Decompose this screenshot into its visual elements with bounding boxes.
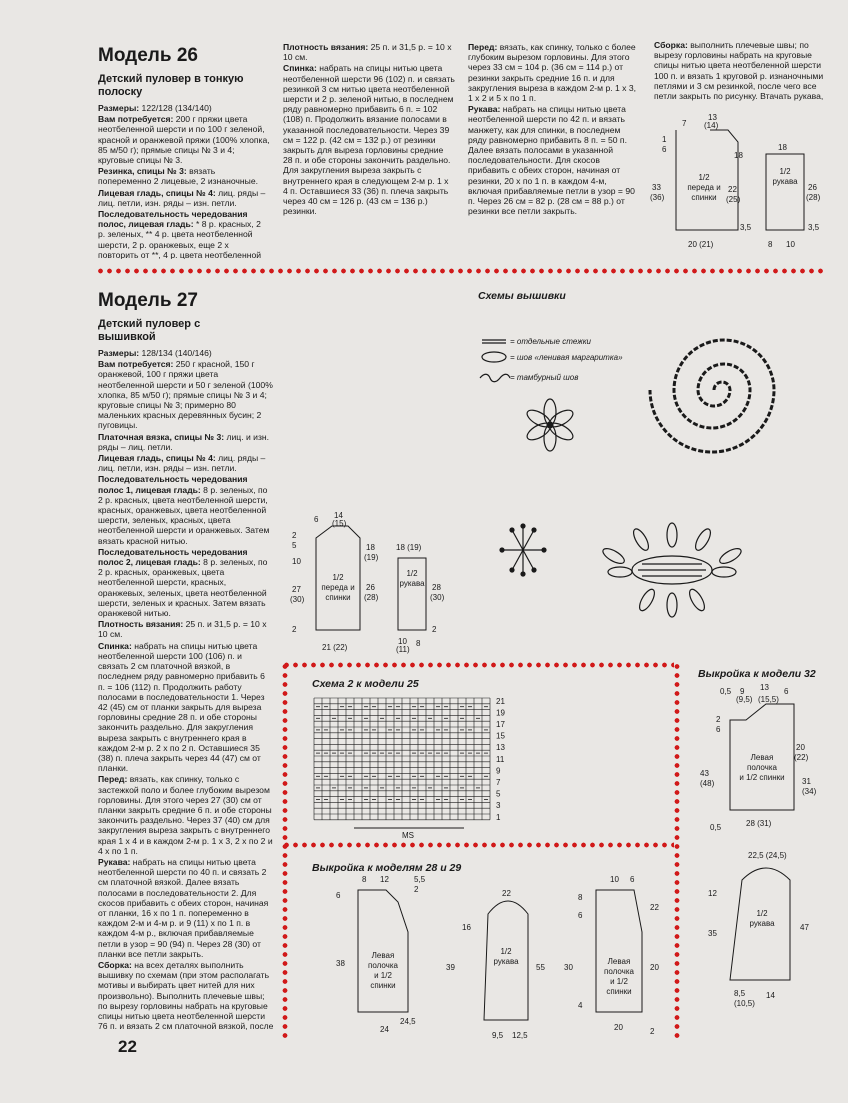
dimension-label: 13 <box>760 683 769 692</box>
dim-sleeve-8: 8 <box>416 639 421 648</box>
separator-dots-2 <box>282 662 674 668</box>
model26-density: Плотность вязания: 25 п. и 31,5 р. = 10 х 10 см. <box>283 42 452 63</box>
row-number: 17 <box>496 720 505 729</box>
dimension-label: 16 <box>462 923 471 932</box>
left-front-2-label: спинки <box>606 987 632 996</box>
sleeve-label: 1/2 <box>500 947 512 956</box>
model27-materials: Вам потребуется: 250 г красной, 150 г оранжевой, 100 г пряжи цвета неотбеленной шерсти и 50 г зеленой (100% хлопка, 85 м/50 г); прямые спицы № 3 и 4; круговые спицы № 3; примерно 80 маленьких красных деревянных бусин; 2 пуговицы. <box>98 359 273 431</box>
dim-sleeve-10: 10 <box>398 637 407 646</box>
sleeve-label-2: рукава <box>772 177 798 186</box>
body-label-3: спинки <box>325 593 351 602</box>
model26-materials: Вам потребуется: 200 г пряжи цвета неотбеленной шерсти и по 100 г зеленой, красной и оранжевой пряжи (100% хлопка, 85 м/50 г); прямые спицы № 3 и 4; круговые спицы № 3. <box>98 114 270 166</box>
model26-sleeves: Рукава: набрать на спицы нитью цвета неотбеленной шерсти по 42 п. и вязать манжету, как для спинки, в последнем ряду равномерно прибавить 8 п. = 50 п. Далее вязать полосами в указанной последовательности. Для скосов прибавить с обеих сторон, начиная от резинки, 20 х по 1 п. в каждом 4-м, включая прибавляемые петли в узор = 90 п. Через 26 см = 82 р. (28 см = 88 р.) от резинки все петли закрыть. <box>468 104 635 217</box>
model26-stst: Лицевая гладь, спицы № 4: лиц. ряды – лиц. петли, изн. ряды – изн. петли. <box>98 187 266 208</box>
dimension-label: 8 <box>578 893 583 902</box>
dimension-label: 20 <box>650 963 659 972</box>
dim-7: 7 <box>682 119 687 128</box>
dim-36: (36) <box>650 193 665 202</box>
dim-15: (15) <box>332 519 347 528</box>
row-number: 3 <box>496 801 501 811</box>
dimension-label: 9 <box>740 687 745 696</box>
dim-18: 18 <box>366 543 375 552</box>
model27-title: Модель 27 <box>98 290 198 311</box>
dimension-label: 10 <box>610 875 619 884</box>
dim-3-5: 3,5 <box>740 223 752 232</box>
dimension-label: 6 <box>336 891 341 900</box>
dimension-label: 6 <box>630 875 635 884</box>
spiral-icon <box>650 340 774 452</box>
scheme25-title: Схема 2 к модели 25 <box>312 678 419 690</box>
dim-2-bottom: 2 <box>292 625 297 634</box>
body-label-2: переда и <box>687 183 721 192</box>
dim-20-21: 20 (21) <box>688 240 714 249</box>
model27-column-1 <box>98 290 274 1031</box>
dim-2: 2 <box>292 531 297 540</box>
dim-25: (25) <box>726 195 741 204</box>
dimension-label: 20 <box>796 743 805 752</box>
dim-6: 6 <box>314 515 319 524</box>
dim-sleeve-2: 2 <box>432 625 437 634</box>
separator-dots-1 <box>96 268 826 274</box>
scheme25-grid <box>308 694 508 844</box>
dimension-label: 14 <box>766 991 775 1000</box>
dim-sleeve-28: 28 <box>432 583 441 592</box>
sleeve-label: 1/2 <box>756 909 768 918</box>
model27-back: Спинка: набрать на спицы нитью цвета неотбеленной шерсти 100 (106) п. и связать 2 см платочной вязкой, в последнем ряду равномерно прибавить 6 п. = 106 (112) п. Продолжить работу полосами в последовательности 1. Через 42 (45) см от планки закрыть для выреза горловины средние 28 п. и обе стороны закончить раздельно. Для закругления выреза закрыть с внутреннего края в каждом 2-м р. 2 х по 2 п. Оставшиеся 35 (38) п. плеча закрыть через 44 (47) см от планки. <box>98 640 265 774</box>
separator-dots-4 <box>674 662 680 1042</box>
dimension-label: 22 <box>502 889 511 898</box>
model27-schematic <box>286 510 466 660</box>
model27-stripes1: Последовательность чередования полос 1, лицевая гладь: 8 р. зеленых, по 2 р. красных, цвета неотбеленной шерсти, красных, оранжевых, цвета неотбеленной шерсти, зеленых, красных, цвета неотбеленной шерсти и оранжевых. Затем вязать красной нитью. <box>98 474 270 546</box>
model26-rib: Резинка, спицы № 3: вязать попеременно 2 лицевые, 2 изнаночные. <box>98 166 258 187</box>
model26-column-4 <box>654 40 826 102</box>
row-number: 13 <box>496 743 505 753</box>
legend-chain-stitch: = тамбурный шов <box>510 373 579 382</box>
model26-back: Спинка: набрать на спицы нитью цвета неотбеленной шерсти 96 (102) п. и связать резинкой 3 см нитью цвета неотбеленной шерсти и 2 р. зеленой нитью, в последнем ряду равномерно прибавить 6 п. = 102 (108) п. Продолжить вязание полосами в указанной последовательности. Через 39 см = 122 р. (42 см = 132 р.) от резинки закрыть для выреза горловины средние 28 п. и обе стороны закончить раздельно. Для закругления выреза закрыть с внутреннего края в следующем 2-м р. 1 х 4 п. Оставшиеся 33 (36) п. плеча закрыть через 40 см = 126 р. (43 см = 136 р.) резинки. <box>283 63 455 217</box>
dimension-label: 0,5 <box>710 823 722 832</box>
dim-10: 10 <box>786 240 795 249</box>
left-front-2-label: и 1/2 <box>610 977 628 986</box>
model27-sleeves: Рукава: набрать на спицы нитью цвета неотбеленной шерсти по 40 п. и связать 2 см платочной вязкой. Далее вязать полосами в последовательности 2. Для скосов прибавить с обеих сторон, начиная от планки, 16 х по 1 п. попеременно в каждом 2-м и 4-м р. и 9 (11) х по 1 п. в каждом 4-м р., включая прибавляемые петли в узор = 90 (94) п. Через 28 (30) от планки все петли закрыть. <box>98 856 269 959</box>
sleeve-label-2: рукава <box>399 579 425 588</box>
dim-sleeve-30: (30) <box>430 593 445 602</box>
embroidery-motifs <box>472 300 826 640</box>
sleeve-label-1: 1/2 <box>779 167 791 176</box>
dimension-label: 8,5 <box>734 989 746 998</box>
body-label-1: 1/2 <box>332 573 344 582</box>
pattern28-title: Выкройка к моделям 28 и 29 <box>312 862 462 874</box>
dim-1: 1 <box>662 135 667 144</box>
row-number: 9 <box>496 766 501 776</box>
dimension-label: 2 <box>716 715 721 724</box>
dim-13: 13 <box>708 113 717 122</box>
dimension-label: 8 <box>362 875 367 884</box>
dim-14: (14) <box>704 121 719 130</box>
dimension-label: (9,5) <box>736 695 753 704</box>
dim-21-22: 21 (22) <box>322 643 348 652</box>
model26-subtitle: Детский пуловер в тонкую полоску <box>98 73 244 98</box>
dimension-label: (48) <box>700 779 715 788</box>
lazy-daisy-icon <box>482 352 506 362</box>
dimension-label: 4 <box>578 1001 583 1010</box>
dimension-label: 24 <box>380 1025 389 1034</box>
embroidery-title: Схемы вышивки <box>478 290 566 302</box>
row-number: 15 <box>496 731 505 741</box>
model27-garter: Платочная вязка, спицы № 3: лиц. и изн. ряды – лиц. петли. <box>98 431 270 452</box>
left-front-label: Левая <box>371 951 395 960</box>
dimension-label: (15,5) <box>758 695 779 704</box>
left-front-label: Левая <box>750 753 774 762</box>
model26-schematic <box>648 112 828 252</box>
page-number: 22 <box>118 1037 137 1056</box>
model27-stripes2: Последовательность чередования полос 2, лицевая гладь: 8 р. зеленых, по 2 р. красных, оранжевых, цвета неотбеленной шерсти, красных, оранжевых, зеленых, цвета неотбеленной шерсти, зеленых и красных. Затем вязать оранжевой нитью. <box>98 546 268 619</box>
sleeve-outline <box>766 154 804 230</box>
dim-5: 5 <box>292 541 297 550</box>
dim-sleeve-18: 18 <box>778 143 787 152</box>
sleeve-label-1: 1/2 <box>406 569 418 578</box>
dimension-label: 39 <box>446 963 455 972</box>
dimension-label: (10,5) <box>734 999 755 1008</box>
sleeve-label: рукава <box>493 957 519 966</box>
model27-density: Плотность вязания: 25 п. и 31,5 р. = 10 х 10 см. <box>98 619 267 640</box>
dimension-label: (34) <box>802 787 817 796</box>
dim-28: (28) <box>364 593 379 602</box>
row-number: 11 <box>496 754 505 764</box>
dim-6: 6 <box>662 145 667 154</box>
ms-label: MS <box>402 831 414 840</box>
dim-33: 33 <box>652 183 661 192</box>
dimension-label: 12 <box>708 889 717 898</box>
dim-26: 26 <box>808 183 817 192</box>
dimension-label: 55 <box>536 963 545 972</box>
dimension-label: 31 <box>802 777 811 786</box>
model26-column-3 <box>468 42 640 264</box>
dimension-label: 6 <box>716 725 721 734</box>
legend-lazy-daisy: = шов «ленивая маргаритка» <box>510 353 623 362</box>
dimension-label: 43 <box>700 769 709 778</box>
left-front-label: полочка <box>747 763 777 772</box>
left-front-label: и 1/2 <box>374 971 392 980</box>
sleeve-label: рукава <box>749 919 775 928</box>
dimension-label: 2 <box>414 885 419 894</box>
daisy-icon <box>601 523 744 617</box>
model27-front: Перед: вязать, как спинку, только с застежкой поло и более глубоким вырезом горловины. Для этого через 27 (30) см от планки закрыть средние 6 п. и обе стороны закончить раздельно. Через 37 (40) см для закругления выреза закрыть с внутреннего края 1 х 4 и в каждом 2-м р. 1 х 3, 2 х по 2 и 4 х по 1 п. <box>98 774 273 856</box>
star-icon <box>500 524 546 576</box>
row-number: 21 <box>496 696 505 706</box>
row-number: 19 <box>496 708 505 718</box>
model26-column-2 <box>283 42 455 264</box>
dimension-label: 5,5 <box>414 875 426 884</box>
left-front-label: и 1/2 спинки <box>739 773 785 782</box>
model26-column-1 <box>98 45 270 260</box>
dimension-label: 0,5 <box>720 687 732 696</box>
dim-sleeve-3-5: 3,5 <box>808 223 820 232</box>
dimension-label: 22 <box>650 903 659 912</box>
dimension-label: 6 <box>578 911 583 920</box>
model26-assembly: Сборка: выполнить плечевые швы; по вырезу горловины набрать на круговые спицы нитью цвета неотбеленной шерсти 100 п. и вязать 1 круговой р. изнаночными петлями и 3 см резинкой, после чего все петли закрыть по рисунку. Втачать рукава, <box>654 40 824 102</box>
left-front-2-label: Левая <box>607 957 631 966</box>
model27-stst: Лицевая гладь, спицы № 4: лиц. ряды – лиц. петли, изн. ряды – изн. петли. <box>98 453 266 474</box>
dim-28: (28) <box>806 193 821 202</box>
flower-icon <box>524 399 575 451</box>
legend-separate-stitches: = отдельные стежки <box>510 337 591 346</box>
left-front-2-label: полочка <box>604 967 634 976</box>
dimension-label: 6 <box>784 687 789 696</box>
dim-8: 8 <box>768 240 773 249</box>
model26-stripes: Последовательность чередования полос, лицевая гладь: * 8 р. красных, 2 р. зеленых, ** 4 р. цвета неотбеленной шерсти, 2 р. оранжевых, еще 2 х повторить от **, 4 р. цвета неотбеленной <box>98 209 262 260</box>
dimension-label: 24,5 <box>400 1017 416 1026</box>
dimension-label: 30 <box>564 963 573 972</box>
pattern32-title: Выкройка к модели 32 <box>698 668 816 680</box>
row-number: 1 <box>496 812 501 822</box>
left-front-label: полочка <box>368 961 398 970</box>
body-label-1: 1/2 <box>698 173 710 182</box>
dim-14: 14 <box>334 511 343 520</box>
dimension-label: 47 <box>800 923 809 932</box>
separator-dots-3 <box>282 662 288 1042</box>
dimension-label: 2 <box>650 1027 655 1036</box>
dimension-label: 20 <box>614 1023 623 1032</box>
dim-19: (19) <box>364 553 379 562</box>
model27-assembly: Сборка: на всех деталях выполнить вышивку по схемам (при этом располагать мотивы и выбирать цвет нитей для них произвольно). Выполнить плечевые швы; по вырезу горловины набрать на круговые спицы нитью цвета неотбеленной шерсти 76 п. и вязать 2 см платочной вязкой, после <box>98 959 274 1031</box>
model26-title: Модель 26 <box>98 45 198 66</box>
left-front-label: спинки <box>370 981 396 990</box>
row-number: 5 <box>496 789 501 799</box>
dimension-label: 9,5 <box>492 1031 504 1040</box>
pattern28-schematic <box>296 874 668 1042</box>
dimension-label: 22,5 (24,5) <box>748 851 787 860</box>
model26-sizes: Размеры: 122/128 (134/140) <box>98 103 212 113</box>
chain-stitch-icon <box>480 374 510 382</box>
model27-sizes: Размеры: 128/134 (140/146) <box>98 348 212 358</box>
dim-22: 22 <box>728 185 737 194</box>
dim-sleeve-11: (11) <box>396 645 410 654</box>
dimension-label: 12,5 <box>512 1031 528 1040</box>
dim-18: 18 <box>734 151 743 160</box>
dimension-label: 12 <box>380 875 389 884</box>
body-label-3: спинки <box>691 193 717 202</box>
dim-10: 10 <box>292 557 301 566</box>
row-number: 7 <box>496 778 501 787</box>
dim-sleeve-18-19: 18 (19) <box>396 543 422 552</box>
model26-front: Перед: вязать, как спинку, только с более глубоким вырезом горловины. Для этого через 33 см = 104 р. (36 см = 114 р.) от резинки закрыть средние 16 п. и для закругления выреза в каждом 2-м р. 1 х 3, 1 х 2 и 5 х по 1 п. <box>468 42 637 104</box>
dimension-label: 38 <box>336 959 345 968</box>
dim-26: 26 <box>366 583 375 592</box>
dimension-label: 35 <box>708 929 717 938</box>
body-label-2: переда и <box>321 583 355 592</box>
dim-27: 27 <box>292 585 301 594</box>
pattern32-schematic <box>690 680 830 1040</box>
dimension-label: (22) <box>794 753 809 762</box>
dim-30: (30) <box>290 595 305 604</box>
model27-subtitle: Детский пуловер с вышивкой <box>98 318 201 343</box>
dimension-label: 28 (31) <box>746 819 772 828</box>
